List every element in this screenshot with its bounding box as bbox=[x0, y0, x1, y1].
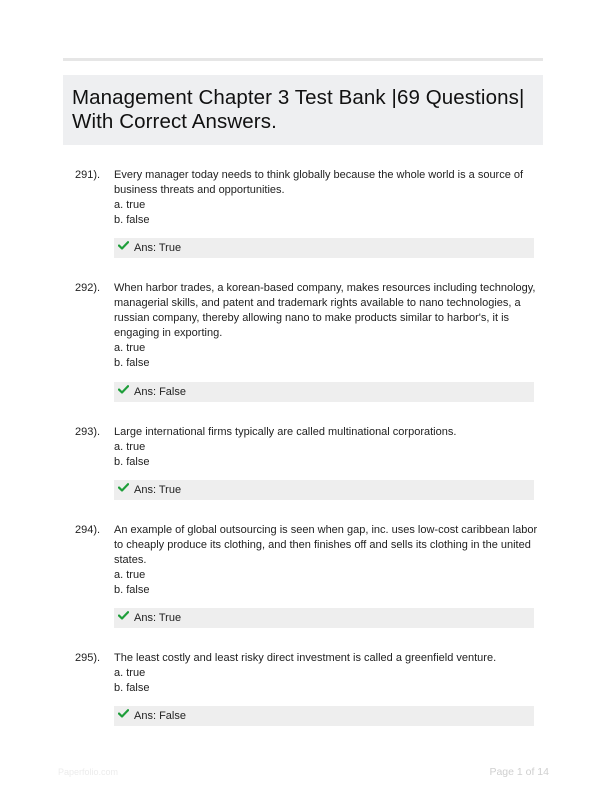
option-b: b. false bbox=[114, 584, 150, 596]
answer-box bbox=[114, 706, 534, 726]
answer-box bbox=[114, 480, 534, 500]
answer-box bbox=[114, 608, 534, 628]
answer-text: Ans: True bbox=[134, 242, 182, 254]
answer-box bbox=[114, 238, 534, 258]
question-body bbox=[114, 281, 540, 371]
option-b: b. false bbox=[114, 682, 150, 694]
answer-text: Ans: True bbox=[134, 612, 182, 624]
check-icon bbox=[118, 381, 129, 401]
check-icon bbox=[118, 705, 129, 725]
option-a: a. true bbox=[114, 342, 146, 354]
check-icon bbox=[118, 479, 129, 499]
page-indicator: Page 1 of 14 bbox=[489, 766, 549, 778]
title-banner bbox=[63, 75, 543, 145]
question-body bbox=[114, 425, 540, 470]
header-divider bbox=[63, 58, 543, 61]
option-a: a. true bbox=[114, 667, 146, 679]
question-number: 295). bbox=[75, 652, 101, 664]
option-a: a. true bbox=[114, 199, 146, 211]
option-b: b. false bbox=[114, 456, 150, 468]
question-text: The least costly and least risky direct investment is called a greenfield venture. bbox=[114, 652, 497, 664]
question-text: An example of global outsourcing is seen when gap, inc. uses low-cost caribbean labor to cheaply produce its clothing, and then finishes off and sells its clothing in the united states. bbox=[114, 524, 538, 566]
question-text: Every manager today needs to think globally because the whole world is a source of business threats and opportunities. bbox=[114, 169, 524, 196]
option-a: a. true bbox=[114, 569, 146, 581]
answer-text: Ans: False bbox=[134, 386, 186, 398]
answer-box bbox=[114, 382, 534, 402]
check-icon bbox=[118, 237, 129, 257]
document-title: Management Chapter 3 Test Bank |69 Questions| With Correct Answers. bbox=[72, 86, 525, 133]
question-text: Large international firms typically are called multinational corporations. bbox=[114, 426, 457, 438]
question-number: 292). bbox=[75, 282, 101, 294]
question-body bbox=[114, 168, 540, 228]
question-text: When harbor trades, a korean-based company, makes resources including technology, managerial skills, and patent and trademark rights available to nano technologies, a russian company, thereby allowing nano to make products similar to harbor's, it is engaging in exporting. bbox=[114, 282, 536, 339]
option-b: b. false bbox=[114, 357, 150, 369]
question-number: 291). bbox=[75, 169, 101, 181]
answer-text: Ans: True bbox=[134, 484, 182, 496]
answer-text: Ans: False bbox=[134, 710, 186, 722]
footer-watermark: Paperfolio.com bbox=[58, 767, 119, 777]
option-a: a. true bbox=[114, 441, 146, 453]
question-body bbox=[114, 523, 540, 598]
check-icon bbox=[118, 607, 129, 627]
question-number: 294). bbox=[75, 524, 101, 536]
option-b: b. false bbox=[114, 214, 150, 226]
question-number: 293). bbox=[75, 426, 101, 438]
question-body bbox=[114, 651, 540, 696]
